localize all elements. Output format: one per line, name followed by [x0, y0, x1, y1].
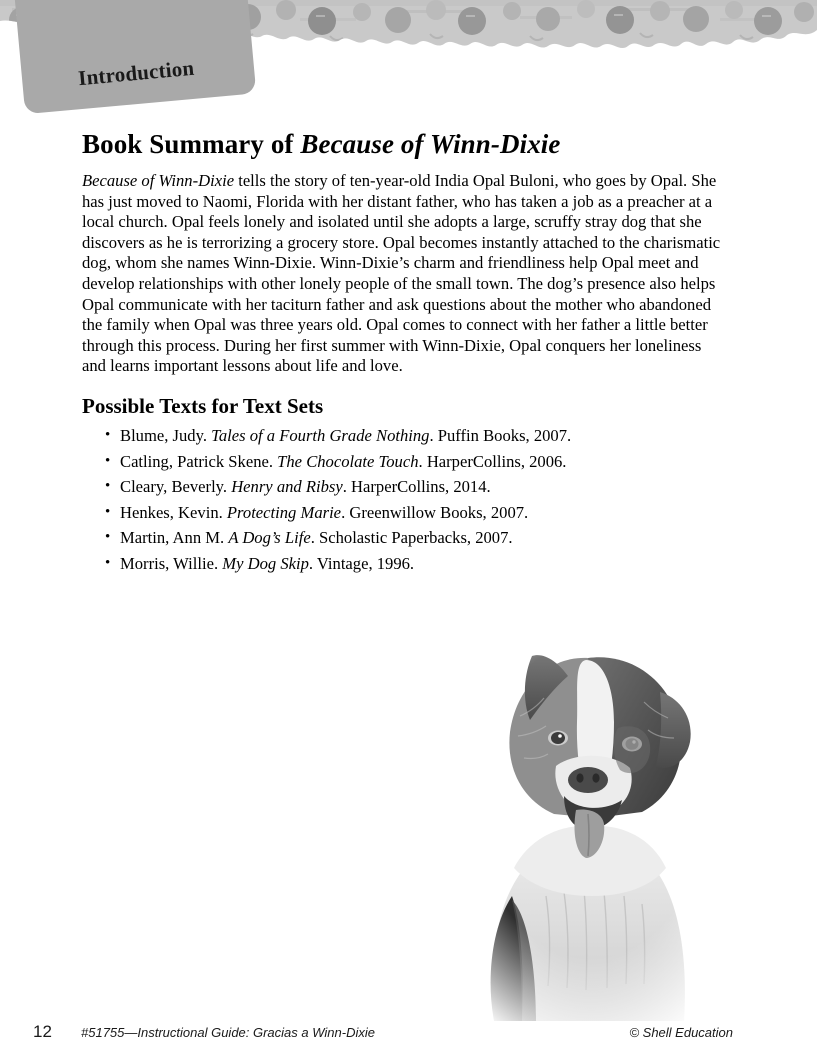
list-item — [82, 500, 727, 526]
page-title — [82, 128, 727, 160]
bullet-icon: • — [105, 452, 111, 469]
text-title: Henry and Ribsy — [231, 477, 343, 497]
text-author: Catling, Patrick Skene. — [120, 451, 278, 471]
book-summary-paragraph — [82, 171, 727, 377]
list-item — [82, 423, 727, 449]
text-author: Blume, Judy. — [120, 425, 212, 445]
footer-guide-title: #51755—Instructional Guide: Gracias a Winn-Dixie — [81, 1025, 375, 1040]
text-publisher: . Vintage, 1996. — [308, 553, 415, 573]
page-footer — [33, 1022, 733, 1044]
text-author: Martin, Ann M. — [120, 528, 229, 548]
introduction-tab-label: Introduction — [77, 55, 196, 91]
bullet-icon: • — [105, 503, 111, 520]
possible-texts-list — [82, 423, 727, 577]
text-title: Protecting Marie — [226, 502, 342, 522]
text-publisher: . Greenwillow Books, 2007. — [341, 502, 529, 522]
page-title-prefix: Book Summary of — [82, 129, 301, 159]
text-author: Morris, Willie. — [120, 553, 223, 573]
list-item — [82, 525, 727, 551]
text-publisher: . Scholastic Paperbacks, 2007. — [310, 528, 513, 548]
list-item — [82, 474, 727, 500]
possible-texts-heading: Possible Texts for Text Sets — [82, 393, 324, 418]
summary-body-text: tells the story of ten-year-old India Opal Buloni, who goes by Opal. She has just moved to Naomi, Florida with her distant father, who has taken a job as a preacher at a local church. Opal feels lonely and isolated until she adopts a large, scruffy stray dog that she discovers as he is terrorizing a grocery store. Opal becomes instantly attached to the charismatic dog, whom she names Winn-Dixie. Winn-Dixie’s charm and friendliness help Opal meet and develop relationships with other lonely people of the small town. The dog’s presence also helps Opal communicate with her taciturn father and ask questions about the mother who abandoned the family when Opal was three years old. Opal comes to connect with her father a little better through this process. During her first summer with Winn-Dixie, Opal conquers her loneliness and learns important lessons about life and love. — [82, 171, 721, 376]
text-title: The Chocolate Touch — [277, 451, 419, 471]
footer-page-number: 12 — [33, 1022, 52, 1041]
text-publisher: . HarperCollins, 2014. — [342, 477, 491, 497]
list-item — [82, 551, 727, 577]
text-author: Henkes, Kevin. — [120, 502, 227, 522]
text-title: A Dog’s Life — [228, 528, 311, 548]
bullet-icon: • — [105, 554, 111, 571]
text-title: Tales of a Fourth Grade Nothing — [211, 425, 430, 445]
summary-lead-title: Because of Winn-Dixie — [82, 171, 235, 190]
page-content — [82, 128, 727, 577]
bullet-icon: • — [105, 529, 111, 546]
australian-shepherd-dog-photo — [436, 596, 746, 1021]
text-author: Cleary, Beverly. — [120, 477, 232, 497]
footer-copyright: © Shell Education — [629, 1025, 733, 1040]
text-publisher: . HarperCollins, 2006. — [418, 451, 567, 471]
list-item — [82, 449, 727, 475]
text-title: My Dog Skip — [222, 553, 309, 573]
page-title-book: Because of Winn-Dixie — [300, 129, 561, 159]
text-publisher: . Puffin Books, 2007. — [429, 425, 572, 445]
bullet-icon: • — [105, 426, 111, 443]
bullet-icon: • — [105, 478, 111, 495]
introduction-tab — [12, 0, 257, 114]
